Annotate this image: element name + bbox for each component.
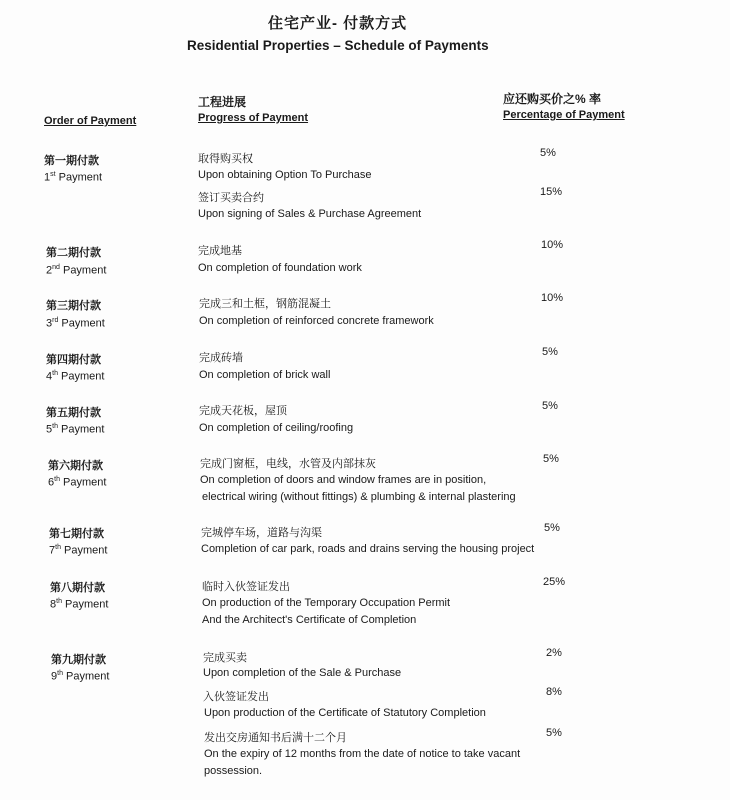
payment-1-label-en: 1st Payment: [44, 171, 103, 184]
progress-header-en: Progress of Payment: [198, 112, 309, 124]
payment-7-percentage: 5%: [544, 522, 560, 534]
payment-9-label-en: 9th Payment: [51, 670, 110, 683]
payment-9-stage-3-en-line-1: On the expiry of 12 months from the date of notice to take vacant: [204, 748, 521, 760]
payment-1-stage-1-cn: 取得购买权: [198, 153, 253, 165]
payment-8-label-cn: 第八期付款: [50, 582, 105, 594]
payment-1-stage-2-percentage: 15%: [540, 186, 563, 198]
payment-4-stage-cn: 完成砖墙: [199, 352, 243, 364]
payment-9-stage-1-cn: 完成买卖: [203, 652, 247, 664]
payment-6-stage-en-line-1: On completion of doors and window frames are in position,: [200, 474, 487, 486]
payment-5-label-cn: 第五期付款: [46, 407, 101, 419]
payment-3-stage-cn: 完成三和土框，钢筋混凝土: [199, 298, 331, 310]
document-title-cn: 住宅产业- 付款方式: [268, 15, 408, 32]
payment-5-label-en: 5th Payment: [46, 423, 105, 436]
payment-1-stage-2-en: Upon signing of Sales & Purchase Agreement: [198, 208, 422, 220]
payment-2-label-en: 2nd Payment: [46, 264, 107, 277]
payment-5-stage-cn: 完成天花板，屋顶: [199, 405, 287, 417]
payment-6-label-en: 6th Payment: [48, 476, 107, 489]
payment-6-label-cn: 第六期付款: [48, 460, 103, 472]
payment-8-stage-cn: 临时入伙签证发出: [202, 581, 290, 593]
payment-9-stage-3-en-line-2: possession.: [204, 765, 263, 777]
payment-8-percentage: 25%: [543, 576, 566, 588]
payment-3-percentage: 10%: [541, 292, 564, 304]
payment-9-stage-2-percentage: 8%: [546, 686, 562, 698]
payment-5-stage-en: On completion of ceiling/roofing: [199, 422, 354, 434]
payment-3-label-cn: 第三期付款: [46, 300, 101, 312]
payment-8-stage-en-line-2: And the Architect's Certificate of Completion: [202, 614, 417, 626]
payment-2-stage-en: On completion of foundation work: [198, 262, 362, 274]
payment-6-stage-cn: 完成门窗框，电线，水管及内部抹灰: [200, 458, 376, 470]
payment-9-stage-1-percentage: 2%: [546, 647, 562, 659]
payment-3-stage-en: On completion of reinforced concrete framework: [199, 315, 434, 327]
percentage-header-cn: 应还购买价之% 率: [503, 92, 602, 106]
payment-9-stage-2-cn: 入伙签证发出: [203, 691, 269, 703]
payment-9-stage-1-en: Upon completion of the Sale & Purchase: [203, 667, 402, 679]
payment-3-label-en: 3rd Payment: [46, 317, 105, 330]
order-header: Order of Payment: [44, 115, 137, 127]
payment-4-label-en: 4th Payment: [46, 370, 105, 383]
payment-7-stage-cn: 完城停车场，道路与沟渠: [201, 527, 322, 539]
payment-5-percentage: 5%: [542, 400, 558, 412]
payment-7-label-en: 7th Payment: [49, 544, 108, 557]
payment-4-label-cn: 第四期付款: [46, 354, 101, 366]
payment-9-label-cn: 第九期付款: [51, 654, 106, 666]
payment-6-percentage: 5%: [543, 453, 559, 465]
document-title-en: Residential Properties – Schedule of Payments: [187, 38, 489, 53]
payment-4-percentage: 5%: [542, 346, 558, 358]
progress-header-cn: 工程进展: [198, 95, 247, 109]
payment-7-label-cn: 第七期付款: [49, 528, 104, 540]
payment-1-stage-1-en: Upon obtaining Option To Purchase: [198, 169, 372, 181]
payment-4-stage-en: On completion of brick wall: [199, 369, 331, 381]
payment-1-stage-2-cn: 签订买卖合约: [198, 192, 264, 204]
payment-8-stage-en-line-1: On production of the Temporary Occupation Permit: [202, 597, 451, 609]
payment-9-stage-3-percentage: 5%: [546, 727, 562, 739]
payment-1-label-cn: 第一期付款: [44, 155, 99, 167]
percentage-header-en: Percentage of Payment: [503, 109, 625, 121]
payment-2-label-cn: 第二期付款: [46, 247, 101, 259]
payment-8-label-en: 8th Payment: [50, 598, 109, 611]
payment-2-percentage: 10%: [541, 239, 564, 251]
payment-7-stage-en: Completion of car park, roads and drains serving the housing project: [201, 543, 535, 555]
payment-2-stage-cn: 完成地基: [198, 245, 242, 257]
payment-9-stage-2-en: Upon production of the Certificate of Statutory Completion: [204, 707, 486, 719]
payment-9-stage-3-cn: 发出交房通知书后满十二个月: [204, 732, 347, 744]
payment-6-stage-en-line-2: electrical wiring (without fittings) & plumbing & internal plastering: [202, 491, 516, 503]
payment-1-stage-1-percentage: 5%: [540, 147, 556, 159]
